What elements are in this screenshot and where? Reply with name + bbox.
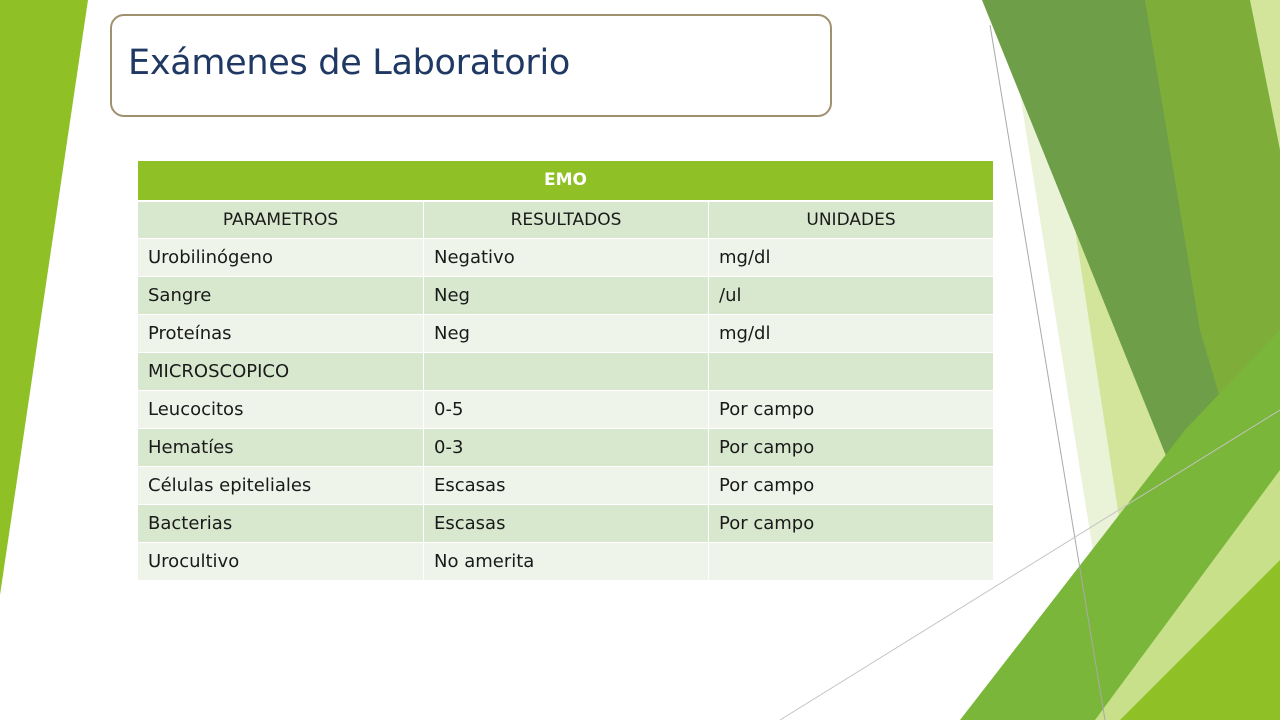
emo-table xyxy=(137,160,994,581)
cell-unit: Por campo xyxy=(709,505,994,543)
table-row xyxy=(138,239,994,277)
cell-unit: mg/dl xyxy=(709,239,994,277)
cell-unit xyxy=(709,543,994,581)
cell-result: Negativo xyxy=(424,239,709,277)
cell-parameter: Sangre xyxy=(138,277,424,315)
cell-result: No amerita xyxy=(424,543,709,581)
column-header-resultados: RESULTADOS xyxy=(424,201,709,239)
table-caption: EMO xyxy=(138,161,994,201)
cell-result: Escasas xyxy=(424,505,709,543)
title-box xyxy=(110,14,832,117)
cell-parameter: Proteínas xyxy=(138,315,424,353)
cell-result: Neg xyxy=(424,315,709,353)
cell-unit: /ul xyxy=(709,277,994,315)
column-header-parametros: PARAMETROS xyxy=(138,201,424,239)
slide-title: Exámenes de Laboratorio xyxy=(128,43,571,83)
table-caption-row xyxy=(138,161,994,201)
cell-parameter: Leucocitos xyxy=(138,391,424,429)
cell-unit: Por campo xyxy=(709,429,994,467)
cell-parameter: Bacterias xyxy=(138,505,424,543)
table-row xyxy=(138,543,994,581)
left-green-shape xyxy=(0,0,88,595)
cell-result: 0-5 xyxy=(424,391,709,429)
table-header-row xyxy=(138,201,994,239)
cell-parameter: MICROSCOPICO xyxy=(138,353,424,391)
column-header-unidades: UNIDADES xyxy=(709,201,994,239)
cell-parameter: Células epiteliales xyxy=(138,467,424,505)
cell-parameter: Urocultivo xyxy=(138,543,424,581)
cell-parameter: Urobilinógeno xyxy=(138,239,424,277)
cell-result xyxy=(424,353,709,391)
cell-unit xyxy=(709,353,994,391)
cell-unit: Por campo xyxy=(709,467,994,505)
table-row xyxy=(138,315,994,353)
cell-unit: mg/dl xyxy=(709,315,994,353)
cell-parameter: Hematíes xyxy=(138,429,424,467)
cell-result: 0-3 xyxy=(424,429,709,467)
cell-result: Neg xyxy=(424,277,709,315)
cell-result: Escasas xyxy=(424,467,709,505)
table-row xyxy=(138,353,994,391)
table-row xyxy=(138,505,994,543)
table-row xyxy=(138,467,994,505)
table-row xyxy=(138,429,994,467)
table-row xyxy=(138,391,994,429)
cell-unit: Por campo xyxy=(709,391,994,429)
table-row xyxy=(138,277,994,315)
